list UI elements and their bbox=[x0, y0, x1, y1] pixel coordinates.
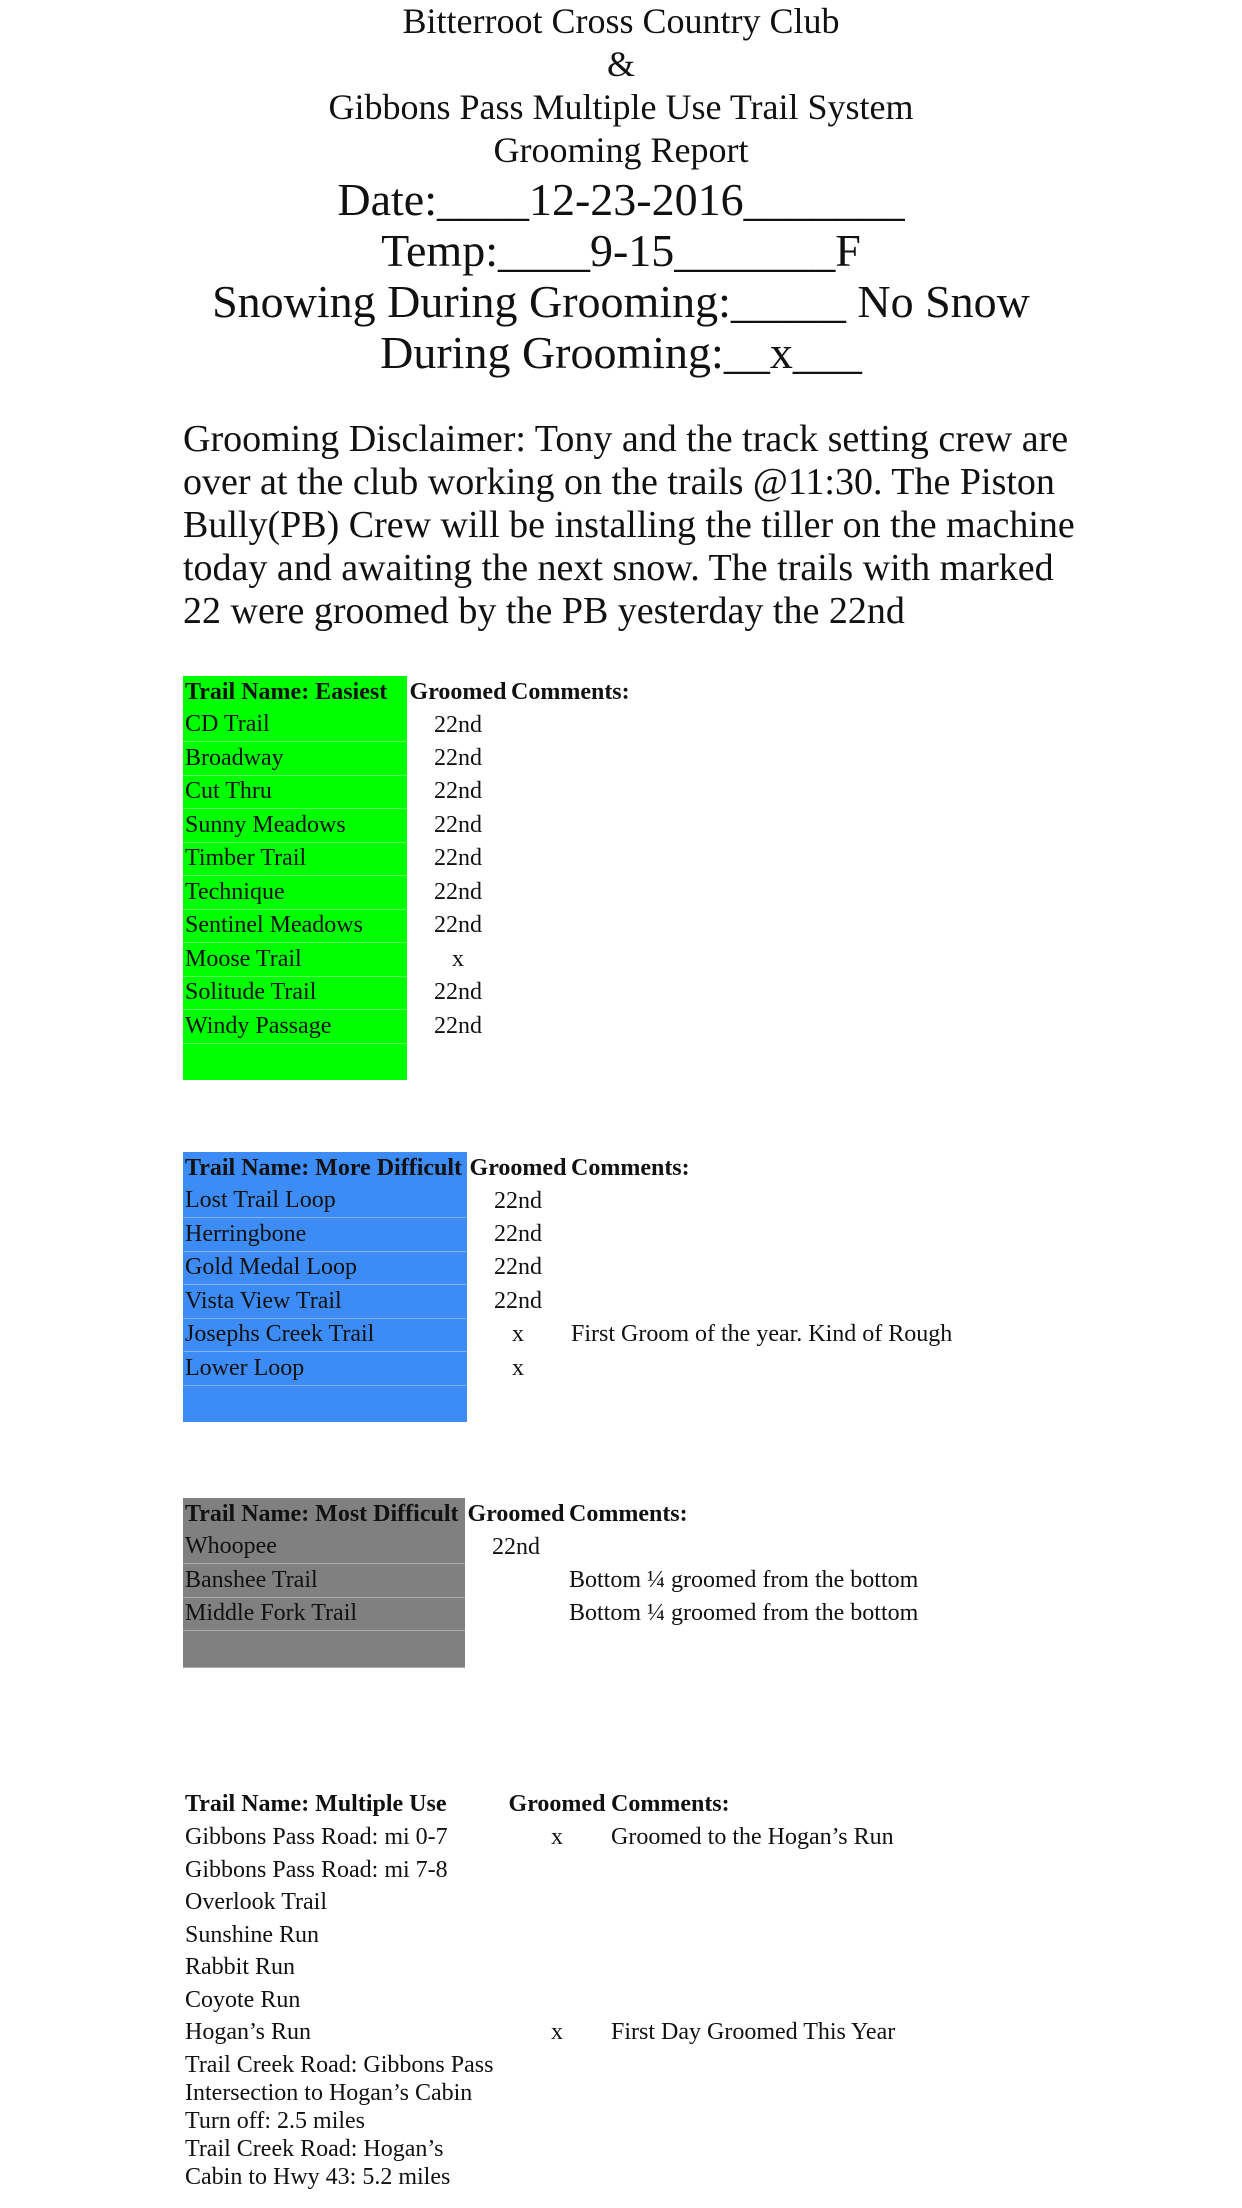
table-row bbox=[183, 1185, 954, 1218]
groomed-value: 22nd bbox=[494, 1220, 542, 1247]
col-groomed: Groomed bbox=[508, 1791, 606, 1817]
col-groomed: Groomed bbox=[409, 678, 507, 705]
trail-name: Middle Fork Trail bbox=[183, 1597, 465, 1631]
groomed-value bbox=[465, 1564, 567, 1598]
comment bbox=[569, 1185, 954, 1218]
table-empty-row bbox=[183, 1043, 632, 1080]
groomed-value: x bbox=[452, 945, 464, 972]
groomed-value bbox=[505, 2135, 609, 2191]
table-header-row bbox=[183, 1498, 920, 1531]
trail-name: Sunshine Run bbox=[185, 1921, 320, 1948]
comment bbox=[509, 943, 632, 977]
table-row bbox=[183, 1856, 897, 1889]
trail-name: Josephs Creek Trail bbox=[183, 1318, 467, 1352]
table-row bbox=[183, 809, 632, 843]
groomed-value: x bbox=[551, 1824, 563, 1850]
ampersand: & bbox=[606, 44, 635, 84]
comment: Bottom ¼ groomed from the bottom bbox=[569, 1566, 919, 1593]
table-row bbox=[183, 1318, 954, 1352]
trail-name: Moose Trail bbox=[183, 943, 407, 977]
groomed-value: x bbox=[551, 2019, 563, 2045]
groomed-value: 22nd bbox=[492, 1533, 540, 1560]
trail-name: Lost Trail Loop bbox=[183, 1185, 467, 1218]
comment bbox=[509, 876, 632, 910]
table-row bbox=[183, 1597, 920, 1631]
report-header bbox=[0, 0, 1242, 378]
empty-cell bbox=[465, 1631, 567, 1668]
comment bbox=[609, 1953, 897, 1986]
groomed-value: x bbox=[512, 1321, 524, 1348]
trail-name: Technique bbox=[183, 876, 407, 910]
comment bbox=[609, 1888, 897, 1921]
comment bbox=[509, 742, 632, 776]
empty-cell bbox=[569, 1385, 954, 1422]
groomed-value bbox=[505, 1986, 609, 2019]
table-row bbox=[183, 1218, 954, 1252]
table-row bbox=[183, 876, 632, 910]
col-comments: Comments: bbox=[571, 1154, 690, 1181]
groomed-value bbox=[465, 1597, 567, 1631]
table-row bbox=[183, 775, 632, 809]
comment bbox=[569, 1218, 954, 1252]
date-temp-line: Date:____12-23-2016_______ Temp:____9-15_______F bbox=[337, 174, 905, 276]
groomed-value: 22nd bbox=[434, 811, 482, 838]
groomed-value: 22nd bbox=[494, 1187, 542, 1214]
comment bbox=[509, 1010, 632, 1044]
easiest-trails-table bbox=[183, 676, 632, 1081]
table-row bbox=[183, 976, 632, 1010]
empty-cell bbox=[183, 1631, 465, 1668]
table-empty-row bbox=[183, 1385, 954, 1422]
groomed-value: 22nd bbox=[434, 979, 482, 1006]
trail-name: Rabbit Run bbox=[185, 1954, 296, 1980]
report-title: Grooming Report bbox=[493, 130, 749, 170]
trail-name: CD Trail bbox=[183, 709, 407, 742]
groomed-value bbox=[505, 1921, 609, 1954]
trail-name: Sentinel Meadows bbox=[183, 909, 407, 943]
comment bbox=[509, 709, 632, 742]
trail-name: Broadway bbox=[183, 742, 407, 776]
trail-name: Banshee Trail bbox=[183, 1564, 465, 1598]
trail-name: Gold Medal Loop bbox=[183, 1251, 467, 1285]
table-row bbox=[183, 742, 632, 776]
comment bbox=[609, 1856, 897, 1889]
most-difficult-trails-table bbox=[183, 1498, 920, 1668]
trail-name: Vista View Trail bbox=[183, 1285, 467, 1319]
table-row bbox=[183, 1921, 897, 1954]
table-header-row bbox=[183, 1790, 897, 1823]
trail-name: Windy Passage bbox=[183, 1010, 407, 1044]
table-row bbox=[183, 1352, 954, 1386]
comment bbox=[609, 2135, 897, 2191]
comment: First Day Groomed This Year bbox=[611, 2019, 896, 2045]
multiple-use-trails-table bbox=[183, 1790, 897, 2191]
table-row bbox=[183, 909, 632, 943]
groomed-value: 22nd bbox=[434, 845, 482, 872]
comment bbox=[569, 1251, 954, 1285]
trail-name: Solitude Trail bbox=[183, 976, 407, 1010]
trail-name: Coyote Run bbox=[185, 1986, 301, 2013]
trail-name: Whoopee bbox=[183, 1531, 465, 1564]
table-row bbox=[183, 1888, 897, 1921]
groomed-value: 22nd bbox=[434, 912, 482, 939]
trail-name: Overlook Trail bbox=[185, 1889, 328, 1915]
table-row bbox=[183, 1986, 897, 2019]
trail-name: Herringbone bbox=[183, 1218, 467, 1252]
groomed-value: 22nd bbox=[434, 744, 482, 771]
comment bbox=[569, 1352, 954, 1386]
col-comments: Comments: bbox=[511, 678, 630, 705]
club-name: Bitterroot Cross Country Club bbox=[402, 1, 840, 41]
col-trail-name: Trail Name: Most Difficult bbox=[183, 1498, 465, 1531]
col-groomed: Groomed bbox=[467, 1500, 565, 1527]
groomed-value bbox=[505, 2051, 609, 2135]
trail-name: Gibbons Pass Road: mi 7-8 bbox=[185, 1856, 448, 1883]
table-empty-row bbox=[183, 1631, 920, 1668]
col-trail-name: Trail Name: Easiest bbox=[183, 676, 407, 709]
trail-name: Sunny Meadows bbox=[183, 809, 407, 843]
comment bbox=[509, 976, 632, 1010]
table-row bbox=[183, 1251, 954, 1285]
table-row bbox=[183, 1564, 920, 1598]
groomed-value bbox=[505, 1856, 609, 1889]
table-header-row bbox=[183, 1152, 954, 1185]
col-comments: Comments: bbox=[611, 1791, 730, 1817]
trail-name: Trail Creek Road: Gibbons Pass Intersection to Hogan’s Cabin Turn off: 2.5 miles bbox=[185, 2051, 494, 2134]
groomed-value bbox=[505, 1953, 609, 1986]
empty-cell bbox=[567, 1631, 920, 1668]
table-row bbox=[183, 1531, 920, 1564]
groomed-value: 22nd bbox=[494, 1287, 542, 1314]
trail-name: Hogan’s Run bbox=[185, 2019, 311, 2045]
trail-name: Timber Trail bbox=[183, 842, 407, 876]
trail-name: Cut Thru bbox=[183, 775, 407, 809]
trail-name: Gibbons Pass Road: mi 0-7 bbox=[185, 1824, 448, 1850]
col-groomed: Groomed bbox=[469, 1154, 567, 1181]
empty-cell bbox=[509, 1043, 632, 1080]
col-trail-name: Trail Name: Multiple Use bbox=[185, 1791, 447, 1817]
comment bbox=[609, 2051, 897, 2135]
table-row bbox=[183, 1953, 897, 1986]
comment bbox=[509, 809, 632, 843]
table-row bbox=[183, 2018, 897, 2051]
groomed-value: 22nd bbox=[434, 878, 482, 905]
table-row bbox=[183, 2135, 897, 2191]
grooming-disclaimer: Grooming Disclaimer: Tony and the track setting crew are over at the club working on the trails @11:30. The Piston Bully(PB) Crew will be installing the tiller on the machine today and awaiting the next snow. The trails with marked 22 were groomed by the PB yesterday the 22nd bbox=[183, 418, 1075, 632]
comment: First Groom of the year. Kind of Rough bbox=[571, 1321, 953, 1348]
comment bbox=[569, 1285, 954, 1319]
comment bbox=[609, 1921, 897, 1954]
table-row bbox=[183, 943, 632, 977]
comment bbox=[509, 775, 632, 809]
table-row bbox=[183, 1823, 897, 1856]
trail-name: Trail Creek Road: Hogan’s Cabin to Hwy 43: 5.2 miles bbox=[185, 2135, 451, 2190]
comment bbox=[567, 1531, 920, 1564]
snowing-line: Snowing During Grooming:_____ No Snow During Grooming:__x___ bbox=[212, 276, 1030, 378]
groomed-value: 22nd bbox=[434, 778, 482, 805]
more-difficult-trails-table bbox=[183, 1152, 954, 1423]
groomed-value: 22nd bbox=[494, 1254, 542, 1281]
comment bbox=[609, 1986, 897, 2019]
comment bbox=[509, 909, 632, 943]
groomed-value: 22nd bbox=[434, 1012, 482, 1039]
trail-system-name: Gibbons Pass Multiple Use Trail System bbox=[328, 87, 914, 127]
trail-name: Lower Loop bbox=[183, 1352, 467, 1386]
table-row bbox=[183, 2051, 897, 2135]
table-header-row bbox=[183, 676, 632, 709]
empty-cell bbox=[183, 1385, 467, 1422]
comment: Groomed to the Hogan’s Run bbox=[611, 1824, 894, 1850]
col-trail-name: Trail Name: More Difficult bbox=[183, 1152, 467, 1185]
empty-cell bbox=[467, 1385, 569, 1422]
groomed-value: 22nd bbox=[434, 711, 482, 738]
empty-cell bbox=[407, 1043, 509, 1080]
table-row bbox=[183, 709, 632, 742]
table-row bbox=[183, 1010, 632, 1044]
comment: Bottom ¼ groomed from the bottom bbox=[569, 1600, 919, 1627]
groomed-value: x bbox=[512, 1354, 524, 1381]
groomed-value bbox=[505, 1888, 609, 1921]
table-row bbox=[183, 842, 632, 876]
col-comments: Comments: bbox=[569, 1500, 688, 1527]
empty-cell bbox=[183, 1043, 407, 1080]
table-row bbox=[183, 1285, 954, 1319]
comment bbox=[509, 842, 632, 876]
